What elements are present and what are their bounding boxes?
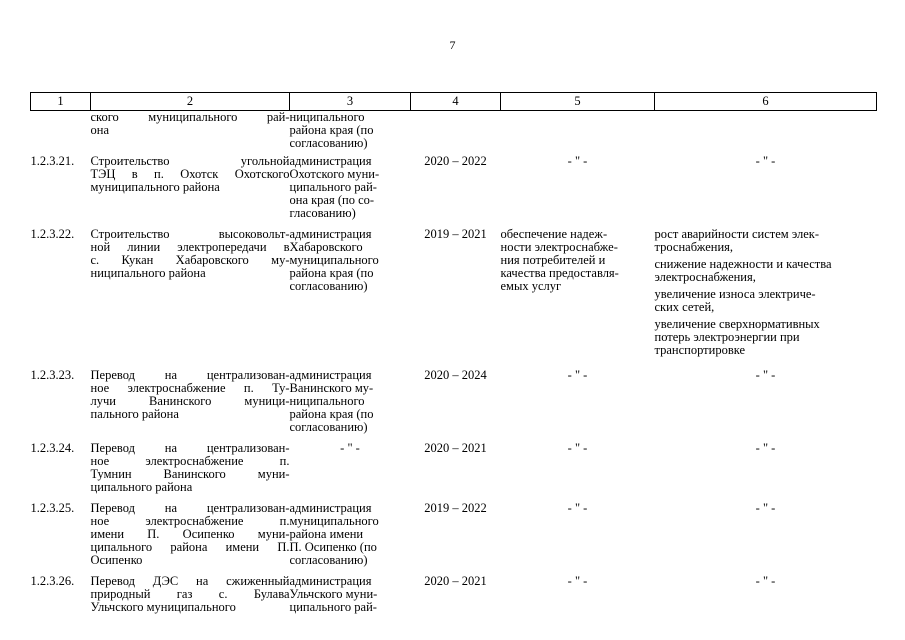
measure-name-line: ной линии электропередачи в	[90, 240, 290, 254]
measure-name-line: Перевод ДЭС на сжиженный	[90, 574, 290, 588]
executor-line: Хабаровского	[289, 240, 363, 254]
expected-result	[501, 442, 655, 502]
expected-result-line: - " -	[567, 501, 588, 515]
column-header: 1	[31, 93, 91, 111]
consequence-item	[655, 228, 877, 254]
table-row	[31, 228, 877, 369]
expected-result-line: - " -	[567, 574, 588, 588]
row-number: 1.2.3.24.	[30, 441, 75, 455]
consequence-line: - " -	[755, 441, 776, 455]
expected-result	[501, 111, 655, 156]
measure-name-line: муниципального района	[90, 180, 220, 194]
executor-line: ниципального	[289, 394, 365, 408]
consequence-line: - " -	[755, 574, 776, 588]
consequences	[655, 442, 877, 502]
consequence-line: электроснабжения,	[654, 270, 756, 284]
consequence-item	[655, 318, 877, 357]
consequence-line: увеличение износа электриче-	[654, 287, 816, 301]
table-body	[31, 111, 877, 623]
expected-result	[501, 502, 655, 575]
period	[411, 111, 501, 156]
executor-line: П. Осипенко (по	[289, 540, 377, 554]
executor-line: согласованию)	[289, 420, 368, 434]
measure-name-line: Перевод на централизован-	[90, 501, 290, 515]
executor	[290, 442, 411, 502]
consequence-line: - " -	[755, 154, 776, 168]
executor-line: согласованию)	[289, 136, 368, 150]
table-row	[31, 369, 877, 442]
executor-line: администрация	[289, 154, 372, 168]
measure-name-line: Перевод на централизован-	[90, 441, 290, 455]
expected-result-line: - " -	[567, 154, 588, 168]
executor-line: она края (по со-	[289, 193, 375, 207]
executor	[290, 111, 411, 156]
executor-line: администрация	[289, 501, 372, 515]
measure-name-line: ниципального района	[90, 266, 206, 280]
expected-result-line: ния потребителей и	[500, 253, 606, 267]
measure-name-line: с. Кукан Хабаровского му-	[90, 253, 290, 267]
measure-name-line: Тумнин Ванинского муни-	[90, 467, 290, 481]
measure-name	[91, 502, 290, 575]
consequences	[655, 502, 877, 575]
expected-result	[501, 575, 655, 622]
table-row	[31, 442, 877, 502]
consequence-line: - " -	[755, 368, 776, 382]
measure-name-line: Ульчского муниципального	[90, 600, 236, 614]
consequence-line: увеличение сверхнормативных	[654, 317, 820, 331]
consequences	[655, 369, 877, 442]
consequences	[655, 155, 877, 228]
measure-name-line: ципального района	[90, 480, 193, 494]
row-number	[31, 111, 91, 156]
row-number: 1.2.3.22.	[30, 227, 75, 241]
measure-name	[91, 155, 290, 228]
executor-line: Ульчского муни-	[289, 587, 378, 601]
measure-name-line: имени П. Осипенко муни-	[90, 527, 290, 541]
column-header: 5	[501, 93, 655, 111]
executor-line: администрация	[289, 227, 372, 241]
measure-name-line: лучи Ванинского муници-	[90, 394, 290, 408]
executor	[290, 575, 411, 622]
executor-line: Охотского муни-	[289, 167, 380, 181]
consequences	[655, 228, 877, 369]
executor-line: гласованию)	[289, 206, 356, 220]
period: 2019 – 2022	[424, 501, 487, 515]
measure-name-line: она	[90, 123, 109, 137]
executor-line: района края (по	[289, 266, 374, 280]
expected-result	[501, 228, 655, 369]
executor-line: - " -	[340, 441, 360, 455]
measure-name-line: ное электроснабжение п.	[90, 454, 290, 468]
measure-name-line: Осипенко	[90, 553, 143, 567]
table-header-row	[31, 93, 877, 111]
measure-name-line: пального района	[90, 407, 179, 421]
measure-name-line: Перевод на централизован-	[90, 368, 290, 382]
executor	[290, 228, 411, 369]
executor-line: администрация	[289, 574, 372, 588]
consequence-line: троснабжения,	[654, 240, 734, 254]
executor-line: ниципального	[289, 110, 365, 124]
consequence-item	[655, 288, 877, 314]
measure-name-line: Строительство высоковольт-	[90, 227, 290, 241]
table-row	[31, 502, 877, 575]
executor	[290, 369, 411, 442]
row-number: 1.2.3.26.	[30, 574, 75, 588]
column-header: 6	[655, 93, 877, 111]
executor-line: района имени	[289, 527, 364, 541]
table-row	[31, 111, 877, 156]
consequence-line: ских сетей,	[654, 300, 715, 314]
expected-result-line: качества предоставля-	[500, 266, 619, 280]
expected-result	[501, 369, 655, 442]
column-header: 2	[91, 93, 290, 111]
executor-line: муниципального	[289, 514, 379, 528]
period: 2020 – 2024	[424, 368, 487, 382]
consequence-line: рост аварийности систем элек-	[654, 227, 819, 241]
expected-result-line: емых услуг	[500, 279, 562, 293]
consequences	[655, 575, 877, 622]
expected-result-line: - " -	[567, 368, 588, 382]
measure-name-line: Строительство угольной	[90, 154, 290, 168]
consequence-line: - " -	[755, 501, 776, 515]
table-row	[31, 575, 877, 622]
measure-name-line: ное электроснабжение п. Ту-	[90, 381, 290, 395]
page-number: 7	[449, 38, 456, 52]
measure-name	[91, 575, 290, 622]
measure-name-line: ное электроснабжение п.	[90, 514, 290, 528]
measure-name-line: ского муниципального рай-	[90, 110, 290, 124]
measure-name-line: ТЭЦ в п. Охотск Охотского	[90, 167, 290, 181]
executor	[290, 502, 411, 575]
executor-line: администрация	[289, 368, 372, 382]
column-header: 3	[290, 93, 411, 111]
row-number: 1.2.3.23.	[30, 368, 75, 382]
executor	[290, 155, 411, 228]
column-header: 4	[411, 93, 501, 111]
expected-result	[501, 155, 655, 228]
row-number: 1.2.3.25.	[30, 501, 75, 515]
consequences	[655, 111, 877, 156]
measure-name-line: ципального района имени П.	[90, 540, 290, 554]
period: 2020 – 2021	[424, 441, 487, 455]
executor-line: ципального рай-	[289, 180, 377, 194]
consequence-line: снижение надежности и качества	[654, 257, 832, 271]
table-row	[31, 155, 877, 228]
consequence-line: транспортировке	[654, 343, 746, 357]
executor-line: района края (по	[289, 123, 374, 137]
document-table	[30, 92, 877, 622]
expected-result-line: ности электроснабже-	[500, 240, 618, 254]
expected-result-line: обеспечение надеж-	[500, 227, 608, 241]
period: 2020 – 2022	[424, 154, 487, 168]
consequence-item	[655, 258, 877, 284]
executor-line: района края (по	[289, 407, 374, 421]
expected-result-line: - " -	[567, 441, 588, 455]
measure-name	[91, 228, 290, 369]
executor-line: муниципального	[289, 253, 379, 267]
period: 2020 – 2021	[424, 574, 487, 588]
measure-name	[91, 369, 290, 442]
executor-line: ципального рай-	[289, 600, 377, 614]
executor-line: согласованию)	[289, 553, 368, 567]
executor-line: согласованию)	[289, 279, 368, 293]
row-number: 1.2.3.21.	[30, 154, 75, 168]
period: 2019 – 2021	[424, 227, 487, 241]
measure-name	[91, 442, 290, 502]
executor-line: Ванинского му-	[289, 381, 374, 395]
measure-name-line: природный газ с. Булава	[90, 587, 290, 601]
measure-name	[91, 111, 290, 156]
consequence-line: потерь электроэнергии при	[654, 330, 800, 344]
